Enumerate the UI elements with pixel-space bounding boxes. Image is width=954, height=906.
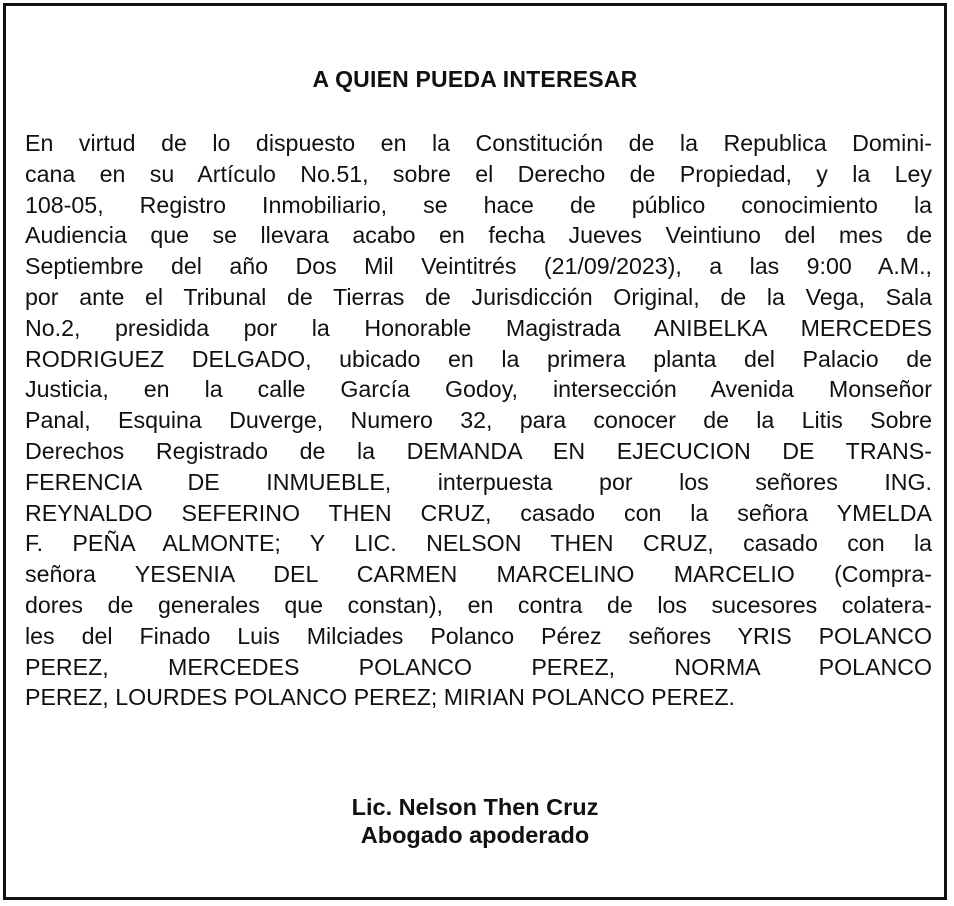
body-line: Septiembre del año Dos Mil Veintitrés (21/09/2023), a las 9:00 A.M., [25,253,932,280]
body-line: Derechos Registrado de la DEMANDA EN EJECUCION DE TRANS- [25,437,932,464]
body-line: FERENCIA DE INMUEBLE, interpuesta por los señores ING. [25,468,932,495]
body-line: PEREZ, LOURDES POLANCO PEREZ; MIRIAN POLANCO PEREZ. [25,684,735,711]
notice-frame [3,3,947,900]
body-line: cana en su Artículo No.51, sobre el Derecho de Propiedad, y la Ley [25,160,932,187]
signature-block [6,793,944,849]
body-line: En virtud de lo dispuesto en la Constitución de la Republica Domini- [25,130,932,156]
body-line: F. PEÑA ALMONTE; Y LIC. NELSON THEN CRUZ, casado con la [25,530,932,557]
notice-title: A QUIEN PUEDA INTERESAR [312,66,638,92]
body-line: PEREZ, MERCEDES POLANCO PEREZ, NORMA POLANCO [25,653,932,680]
body-line: 108-05, Registro Inmobiliario, se hace de público conocimiento la [25,191,932,218]
signature-name: Lic. Nelson Then Cruz [351,794,599,820]
body-line: Justicia, en la calle García Godoy, intersección Avenida Monseñor [25,376,932,403]
body-line: dores de generales que constan), en contra de los sucesores colatera- [25,591,932,618]
body-line: les del Finado Luis Milciades Polanco Pérez señores YRIS POLANCO [25,622,932,649]
notice-body [25,128,932,713]
body-line: por ante el Tribunal de Tierras de Jurisdicción Original, de la Vega, Sala [25,283,932,310]
body-line: No.2, presidida por la Honorable Magistrada ANIBELKA MERCEDES [25,314,932,341]
body-line: REYNALDO SEFERINO THEN CRUZ, casado con la señora YMELDA [25,499,932,526]
body-line: Panal, Esquina Duverge, Numero 32, para conocer de la Litis Sobre [25,407,932,434]
body-line: señora YESENIA DEL CARMEN MARCELINO MARCELIO (Compra- [25,561,932,588]
body-line: Audiencia que se llevara acabo en fecha Jueves Veintiuno del mes de [25,222,932,249]
signature-role: Abogado apoderado [360,822,590,848]
body-line: RODRIGUEZ DELGADO, ubicado en la primera planta del Palacio de [25,345,932,372]
